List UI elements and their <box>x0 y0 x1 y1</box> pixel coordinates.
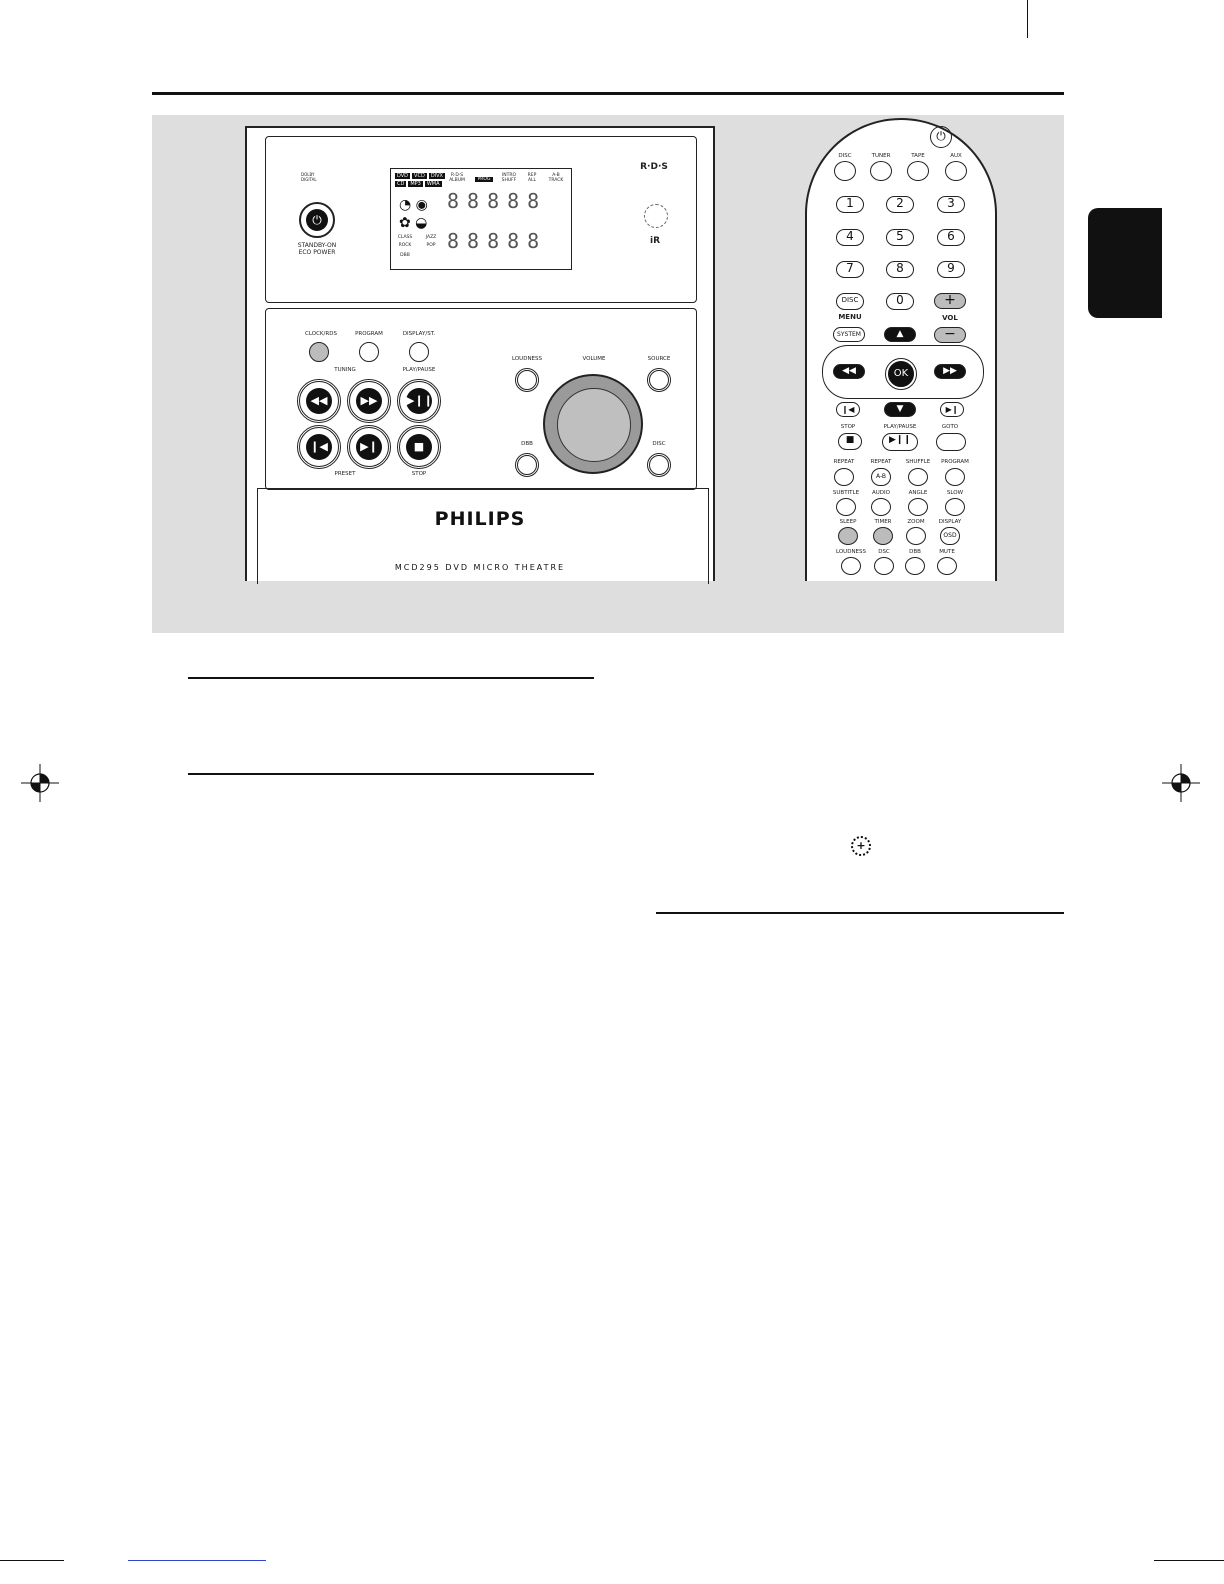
timer-label: TIMER <box>874 519 892 525</box>
lcd-display <box>390 168 572 270</box>
tuning-back-button[interactable] <box>297 379 341 423</box>
remote-aux-button[interactable] <box>945 161 967 181</box>
dbb-label: DBB <box>521 441 533 447</box>
model-name: MCD295 DVD MICRO THEATRE <box>394 563 566 572</box>
system-button[interactable]: SYSTEM <box>833 327 865 342</box>
up-button[interactable]: ▲ <box>884 327 916 342</box>
dolby-logo: DOLBY DIGITAL <box>301 172 317 182</box>
dbb-button[interactable] <box>515 453 539 477</box>
timer-icon: + <box>851 836 871 856</box>
volume-knob-inner <box>557 388 631 462</box>
preset-next-button[interactable] <box>347 425 391 469</box>
dbb-label-r: DBB <box>909 549 921 555</box>
digit-1-button[interactable]: 1 <box>836 196 864 213</box>
segment-row-top: 88888 <box>447 189 548 213</box>
display-st-button[interactable] <box>409 342 429 362</box>
ir-sensor <box>644 204 668 228</box>
tag-rep-all: REP ALL <box>527 173 537 183</box>
rewind-button[interactable]: ◀◀ <box>833 364 865 379</box>
goto-label: GOTO <box>941 424 959 430</box>
angle-button[interactable] <box>908 498 928 516</box>
goto-button[interactable] <box>936 433 966 451</box>
digit-0-button[interactable]: 0 <box>886 293 914 310</box>
crop-line-right <box>1154 1560 1224 1561</box>
digit-6-button[interactable]: 6 <box>937 229 965 246</box>
prev-button[interactable]: ❙◀ <box>836 402 860 417</box>
subtitle-label: SUBTITLE <box>832 490 860 496</box>
eq-icons: ◔ ◉ <box>399 197 428 213</box>
registration-mark-right <box>1162 764 1200 802</box>
crop-tick-top <box>1027 0 1028 38</box>
display-st-label: DISPLAY/ST. <box>402 331 436 337</box>
audio-label: AUDIO <box>872 490 890 496</box>
source-button[interactable] <box>647 368 671 392</box>
zoom-label: ZOOM <box>907 519 925 525</box>
rds-logo: R·D·S <box>640 162 668 172</box>
section-rule-1 <box>188 677 594 679</box>
fast-forward-icon: ▶▶ <box>356 388 382 414</box>
tag-cd: CD <box>397 181 405 187</box>
subtitle-button[interactable] <box>836 498 856 516</box>
repeat-ab-label: REPEAT <box>870 459 892 465</box>
tag-wma: WMA <box>426 181 440 187</box>
loudness-button[interactable] <box>515 368 539 392</box>
sleep-button[interactable] <box>838 527 858 545</box>
play-pause-label: PLAY/PAUSE <box>402 367 436 373</box>
remote-label-tuner: TUNER <box>871 153 891 159</box>
remote-tuner-button[interactable] <box>870 161 892 181</box>
mute-label: MUTE <box>939 549 955 555</box>
registration-mark-left <box>21 764 59 802</box>
brand-logo: PHILIPS <box>434 508 526 530</box>
loudness-button-r[interactable] <box>841 557 861 575</box>
slow-button[interactable] <box>945 498 965 516</box>
source-label: SOURCE <box>647 356 671 362</box>
stop-label: STOP <box>411 471 427 477</box>
disc-label: DISC <box>652 441 666 447</box>
zoom-button[interactable] <box>906 527 926 545</box>
remote-label-aux: AUX <box>950 153 962 159</box>
digit-2-button[interactable]: 2 <box>886 196 914 213</box>
shuffle-button[interactable] <box>908 468 928 486</box>
tag-ab-track: A-B TRACK <box>548 173 564 183</box>
eco-power-label: ECO POWER <box>298 249 336 256</box>
remote-play-pause-button[interactable]: ▶❙❙ <box>882 433 918 451</box>
tuning-label: TUNING <box>334 367 356 373</box>
remote-tape-button[interactable] <box>907 161 929 181</box>
power-icon: ⏻ <box>306 209 328 231</box>
tag-dvd: DVD <box>397 173 409 179</box>
previous-icon: ❙◀ <box>306 434 332 460</box>
repeat-ab-button[interactable]: A-B <box>871 468 891 486</box>
play-pause-label-r: PLAY/PAUSE <box>883 424 917 430</box>
preset-label: PRESET <box>334 471 356 477</box>
ok-button[interactable]: OK <box>886 359 916 389</box>
header-rule <box>152 92 1064 95</box>
tag-vcd: VCD <box>414 173 425 179</box>
clock-rds-button[interactable] <box>309 342 329 362</box>
tag-pop: POP <box>426 243 436 248</box>
tag-jazz: JAZZ <box>425 235 437 240</box>
disc-menu-button[interactable]: DISC <box>836 293 864 310</box>
tag-class: CLASS <box>397 235 413 240</box>
volume-label: VOLUME <box>582 356 606 362</box>
program-label-r: PROGRAM <box>941 459 969 465</box>
loudness-label: LOUDNESS <box>511 356 543 362</box>
stop-label-r: STOP <box>840 424 856 430</box>
next-button[interactable]: ▶❙ <box>940 402 964 417</box>
dsc-label: DSC <box>878 549 890 555</box>
tag-rock: ROCK <box>398 243 412 248</box>
footer-link-line <box>128 1560 266 1561</box>
section-rule-2 <box>188 773 594 775</box>
digit-3-button[interactable]: 3 <box>937 196 965 213</box>
display-label-r: DISPLAY <box>938 519 962 525</box>
digit-4-button[interactable]: 4 <box>836 229 864 246</box>
next-icon: ▶❙ <box>356 434 382 460</box>
remote-label-disc: DISC <box>838 153 852 159</box>
program-button-r[interactable] <box>945 468 965 486</box>
side-tab <box>1088 208 1162 318</box>
format-tags <box>395 172 445 188</box>
vol-down-button[interactable]: − <box>934 327 966 343</box>
stop-button[interactable] <box>397 425 441 469</box>
preset-prev-button[interactable] <box>297 425 341 469</box>
section-rule-3 <box>656 912 1064 914</box>
tag-prog: PROG <box>475 177 493 182</box>
digit-5-button[interactable]: 5 <box>886 229 914 246</box>
repeat-label: REPEAT <box>833 459 855 465</box>
remote-disc-source-button[interactable] <box>834 161 856 181</box>
dbb-button-r[interactable] <box>905 557 925 575</box>
mode-icons: ✿ ◒ <box>399 215 428 231</box>
play-pause-icon: ▶❙❙ <box>406 388 432 414</box>
dsc-button[interactable] <box>874 557 894 575</box>
tag-mp3: MP3 <box>410 181 421 187</box>
timer-button[interactable] <box>873 527 893 545</box>
tuning-forward-button[interactable] <box>347 379 391 423</box>
osd-button[interactable]: OSD <box>940 527 960 545</box>
angle-label: ANGLE <box>908 490 928 496</box>
standby-label: STANDBY-ON <box>297 242 337 249</box>
digit-9-button[interactable]: 9 <box>937 261 965 278</box>
mute-button[interactable] <box>937 557 957 575</box>
vol-up-button[interactable]: + <box>934 293 966 309</box>
program-button[interactable] <box>359 342 379 362</box>
crop-line-left <box>0 1560 64 1561</box>
slow-label: SLOW <box>946 490 964 496</box>
digit-8-button[interactable]: 8 <box>886 261 914 278</box>
segment-row-bottom: 88888 <box>447 229 548 253</box>
down-button[interactable]: ▼ <box>884 402 916 417</box>
loudness-label-r: LOUDNESS <box>835 549 867 555</box>
tag-dbb: DBB <box>400 253 410 258</box>
tag-intro-shuff: INTRO SHUFF <box>501 173 517 183</box>
play-pause-button[interactable] <box>397 379 441 423</box>
menu-label: MENU <box>838 313 862 321</box>
audio-button[interactable] <box>871 498 891 516</box>
tag-rds-album: R·D·S ALBUM <box>449 173 465 183</box>
clock-rds-label: CLOCK/RDS <box>305 331 337 337</box>
ir-label: iR <box>649 236 660 246</box>
program-label: PROGRAM <box>355 331 383 337</box>
standby-button[interactable] <box>299 202 335 238</box>
repeat-button[interactable] <box>834 468 854 486</box>
vol-label: VOL <box>942 314 958 322</box>
sleep-label: SLEEP <box>839 519 857 525</box>
stop-icon: ■ <box>406 434 432 460</box>
remote-label-tape: TAPE <box>911 153 925 159</box>
disc-button[interactable] <box>647 453 671 477</box>
tag-divx: DIVX <box>430 173 443 179</box>
forward-button[interactable]: ▶▶ <box>934 364 966 379</box>
volume-knob[interactable] <box>543 374 643 474</box>
remote-stop-button[interactable]: ■ <box>838 433 862 450</box>
remote-power-button[interactable]: ⏻ <box>930 126 952 148</box>
shuffle-label: SHUFFLE <box>905 459 931 465</box>
rewind-icon: ◀◀ <box>306 388 332 414</box>
digit-7-button[interactable]: 7 <box>836 261 864 278</box>
